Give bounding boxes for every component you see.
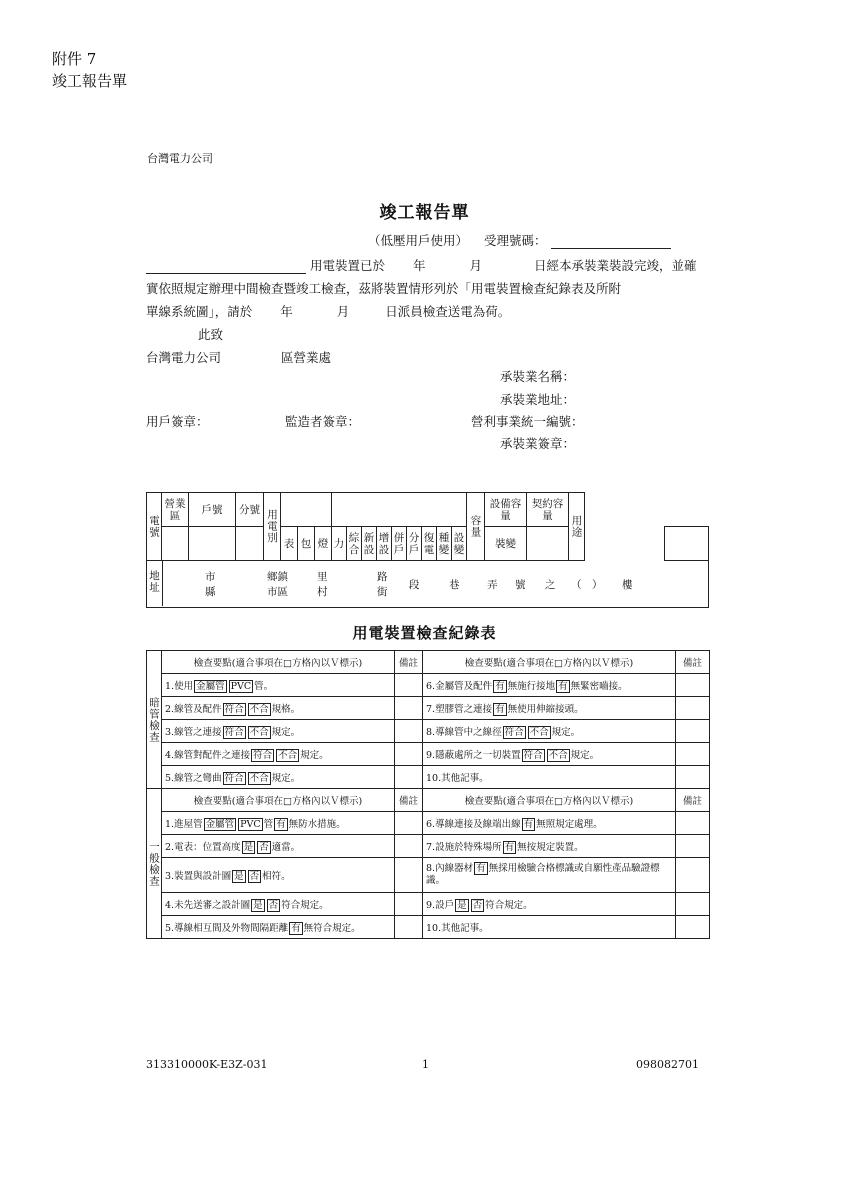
text: 用電別 [266,509,278,544]
remark-cell[interactable] [395,812,423,835]
address-label: 地址 [148,570,160,593]
concealed-item-4 [162,743,395,766]
text: 電號 [148,515,160,538]
contract-cell[interactable] [665,527,709,561]
text: 適當。 [271,842,301,853]
recipient-company: 台灣電力公司 [146,350,222,365]
checkbox[interactable]: 不合 [278,750,298,761]
checkbox[interactable]: 符合 [224,773,244,784]
type-blank [281,493,332,527]
contractor-address-label: 承裝業地址： [500,392,576,407]
addr-township: 鄉鎮 [267,571,288,583]
text: 8.導線管中之線徑 [426,727,502,738]
remark-cell[interactable] [395,858,423,893]
text: 用途 [570,515,583,538]
checkbox[interactable]: 有 [495,681,505,692]
checkbox[interactable]: 符合 [253,750,273,761]
text: 7.塑膠管之連接 [426,704,493,715]
attachment-title: 竣工報告單 [52,72,128,90]
change-cell: 併戶 [392,527,407,561]
checkbox[interactable]: 不合 [249,773,269,784]
text: 日經本承裝業裝設完竣，並確 [533,258,697,273]
text: 2.電表：位置高度 [165,842,241,853]
general-item-2 [162,835,395,858]
checkbox[interactable]: 是 [243,842,254,853]
header-left: 檢查要點(適合事項在□方格內以Ｖ標示) [162,789,395,812]
salutation: 此致 [198,327,224,342]
checkbox[interactable]: 符合 [224,704,244,715]
text: 無施行接地 [507,681,556,692]
concealed-item-1 [162,674,395,697]
receipt-label: 受理號碼： [484,233,547,248]
text: 無照規定處理。 [536,819,603,830]
text: 4.線管對配件之連接 [165,750,251,761]
company-header: 台灣電力公司 [147,152,213,165]
checkbox[interactable]: 否 [249,871,260,882]
text: 無採用檢驗合格標識或自願性產品驗證標識。 [426,863,660,886]
remark-cell[interactable] [395,916,423,939]
concealed-item-7 [423,697,676,720]
remark-header-left: 備註 [395,651,423,674]
text: 9.隱蔽處所之一切裝置 [426,750,521,761]
meter-no-header [147,493,162,561]
text: 9.設戶 [426,900,455,911]
change-cell: 綜合 [347,527,362,561]
general-item-4 [162,893,395,916]
text: 月 [469,258,482,273]
remark-cell[interactable] [676,674,710,697]
text: 1.進屋管 [165,819,203,830]
text: 無符合規定。 [303,923,361,934]
general-item-1 [162,812,395,835]
remark-cell[interactable] [395,743,423,766]
change-cell: 新設 [362,527,377,561]
remark-cell[interactable] [676,858,710,893]
attachment-label [52,48,127,92]
header-right: 檢查要點(適合事項在□方格內以Ｖ標示) [423,789,676,812]
addr-section: 段 [409,579,420,591]
sub-type-cell: 燈 [315,527,332,561]
checkbox[interactable]: 金屬管 [196,681,225,692]
text: 無緊密嚙接。 [570,681,628,692]
paragraph-line-2: 實依照規定辦理中間檢查暨竣工檢查，茲將裝置情形列於「用電裝置檢查紀錄表及所附 [146,281,622,296]
office-cell[interactable] [162,527,189,561]
addr-number: 號 [515,579,526,591]
text: 6.金屬管及配件 [426,681,493,692]
checkbox[interactable]: 符合 [504,727,524,738]
checkbox[interactable]: 不合 [548,750,568,761]
checkbox[interactable]: 有 [558,681,568,692]
checkbox[interactable]: 符合 [523,750,543,761]
addr-alley: 弄 [487,579,498,591]
addr-paren: （ ） [571,579,603,591]
addr-village: 村 [317,586,328,598]
remark-cell[interactable] [395,835,423,858]
concealed-item-2 [162,697,395,720]
inspection-title: 用電裝置檢查紀錄表 [352,624,497,642]
contractor-seal-label: 承裝業簽章： [500,436,576,451]
text: 無防水措施。 [288,819,346,830]
general-item-7 [423,835,676,858]
general-item-5 [162,916,395,939]
general-section-label [147,789,162,939]
concealed-section-label [147,651,162,789]
receipt-number-field[interactable] [551,235,671,249]
text: 5.導線相互間及外物間隔距離 [165,923,289,934]
addr-floor: 樓 [622,579,633,591]
checkbox[interactable]: 符合 [224,727,244,738]
sub-type-cell: 包 [298,527,315,561]
footer-revision: 098082701 [636,1058,699,1071]
branch-header: 分號 [236,493,264,527]
change-cell: 裝變 [485,527,527,561]
remark-header-right: 備註 [676,651,710,674]
change-cell: 設變 [452,527,467,561]
spacer [585,493,665,561]
checkbox[interactable]: 有 [504,842,515,853]
supervisor-seal-label: 監造者簽章： [285,414,361,429]
checkbox[interactable]: 是 [457,900,467,911]
text: 規定。 [300,750,329,761]
account-cell[interactable] [189,527,236,561]
addr-li: 里 [317,571,328,583]
attachment-number: 附件 7 [52,50,97,68]
header-right: 檢查要點(適合事項在□方格內以Ｖ標示) [423,651,676,674]
addr-of: 之 [545,579,556,591]
office-header: 營業區 [162,493,189,527]
remark-cell[interactable] [676,766,710,789]
address-row [146,560,709,608]
change-cell: 種變 [437,527,452,561]
remark-cell[interactable] [395,720,423,743]
remark-cell[interactable] [395,766,423,789]
general-item-9 [423,893,676,916]
contractor-name-label: 承裝業名稱： [500,369,576,384]
text: 年 [412,258,426,273]
text: 1.使用 [165,681,194,692]
checkbox[interactable]: 有 [523,819,534,830]
remark-cell[interactable] [395,674,423,697]
text: 單線系統圖」，請於 [146,304,253,319]
concealed-item-6 [423,674,676,697]
concealed-item-8 [423,720,676,743]
remark-cell[interactable] [676,743,710,766]
branch-cell[interactable] [236,527,264,561]
general-item-6 [423,812,676,835]
checkbox[interactable]: 不合 [529,727,549,738]
checkbox[interactable]: PVC [230,681,252,692]
text: 年 [280,304,293,319]
addr-road: 路 [377,571,388,583]
text: 規定。 [551,727,581,738]
footer-page-number: 1 [422,1058,429,1071]
concealed-item-5 [162,766,395,789]
checkbox[interactable]: PVC [240,819,261,830]
text: 規格。 [271,704,301,715]
text: 6.導線連接及線端出線 [426,819,521,830]
addr-street: 街 [377,586,388,598]
text: 無按規定裝置。 [517,842,584,853]
account-header: 戶號 [189,493,236,527]
text: 管 [263,819,274,830]
text: 5.線管之彎曲 [165,773,222,784]
general-item-10: 10.其他記事。 [423,916,676,939]
recipient-office: 區營業處 [281,350,332,365]
text: 容量 [469,515,482,538]
text: 相符。 [262,871,291,882]
remark-header-right: 備註 [676,789,710,812]
text: 暗管檢查 [148,696,160,743]
checkbox[interactable]: 否 [268,900,279,911]
inspection-table [146,650,710,939]
form-title: 竣工報告單 [379,203,470,223]
remark-cell[interactable] [676,697,710,720]
checkbox[interactable]: 有 [291,923,301,934]
paragraph-line-1 [146,256,697,274]
contract-header: 契約容量 [527,493,569,527]
addr-city: 市 [205,571,216,583]
equipment-header: 設備容量 [485,493,527,527]
text: 無使用伸縮接頭。 [507,704,584,715]
checkbox[interactable]: 不合 [249,704,269,715]
remark-cell[interactable] [676,720,710,743]
checkbox[interactable]: 有 [276,819,286,830]
user-name-field[interactable] [146,260,306,274]
text: 管。 [254,681,274,692]
sub-type-cell: 力 [332,527,347,561]
footer-form-code: 313310000K-E3Z-031 [146,1058,268,1071]
text: 4.未先送審之設計圖 [165,900,251,911]
equipment-cell[interactable] [527,527,569,561]
addr-lane: 巷 [449,579,460,591]
sub-type-cell: 表 [281,527,298,561]
text: 一般檢查 [148,840,160,887]
paragraph-line-3 [146,302,510,320]
text: 7.設施於特殊場所 [426,842,502,853]
change-cell: 分戶 [407,527,422,561]
checkbox[interactable]: 有 [476,863,486,874]
checkbox[interactable]: 否 [472,900,483,911]
general-item-8 [423,858,676,893]
general-item-3 [162,858,395,893]
text: 3.裝置與設計圖 [165,871,232,882]
usage-receipt-line [368,231,671,249]
tax-id-label: 營利事業統一編號： [471,414,584,429]
text: 日派員檢查送電為荷。 [385,304,511,319]
change-cell: 增設 [377,527,392,561]
text: 8.內線器材 [426,863,474,874]
checkbox[interactable]: 金屬管 [205,819,235,830]
remark-cell[interactable] [676,812,710,835]
addr-district: 市區 [267,586,288,598]
capacity-header [467,493,485,561]
checkbox[interactable]: 有 [495,704,505,715]
text: 規定。 [271,773,301,784]
change-blank [332,493,467,527]
text: 用電裝置已於 [309,258,385,273]
remark-cell[interactable] [395,893,423,916]
meter-table [146,492,709,561]
remark-header-left: 備註 [395,789,423,812]
text: 符合規定。 [281,900,329,911]
address-label-cell [147,560,163,606]
checkbox[interactable]: 是 [234,871,244,882]
header-left: 檢查要點(適合事項在□方格內以Ｖ標示) [162,651,395,674]
text: 規定。 [570,750,600,761]
concealed-item-10: 10.其他記事。 [423,766,676,789]
remark-cell[interactable] [676,835,710,858]
text: 月 [336,304,350,319]
change-cell: 復電 [422,527,437,561]
checkbox[interactable]: 是 [253,900,263,911]
purpose-header [569,493,585,561]
concealed-item-3 [162,720,395,743]
user-seal-label: 用戶簽章： [146,414,209,429]
checkbox[interactable]: 否 [259,842,269,853]
text: 3.線管之連接 [165,727,222,738]
remark-cell[interactable] [395,697,423,720]
usage-note: （低壓用戶使用） [368,233,469,248]
addr-county: 縣 [205,586,216,598]
concealed-item-9 [423,743,676,766]
checkbox[interactable]: 不合 [249,727,269,738]
text: 2.線管及配件 [165,704,222,715]
remark-cell[interactable] [676,893,710,916]
remark-cell[interactable] [676,916,710,939]
type-header [264,493,281,561]
text: 規定。 [271,727,301,738]
text: 符合規定。 [485,900,533,911]
